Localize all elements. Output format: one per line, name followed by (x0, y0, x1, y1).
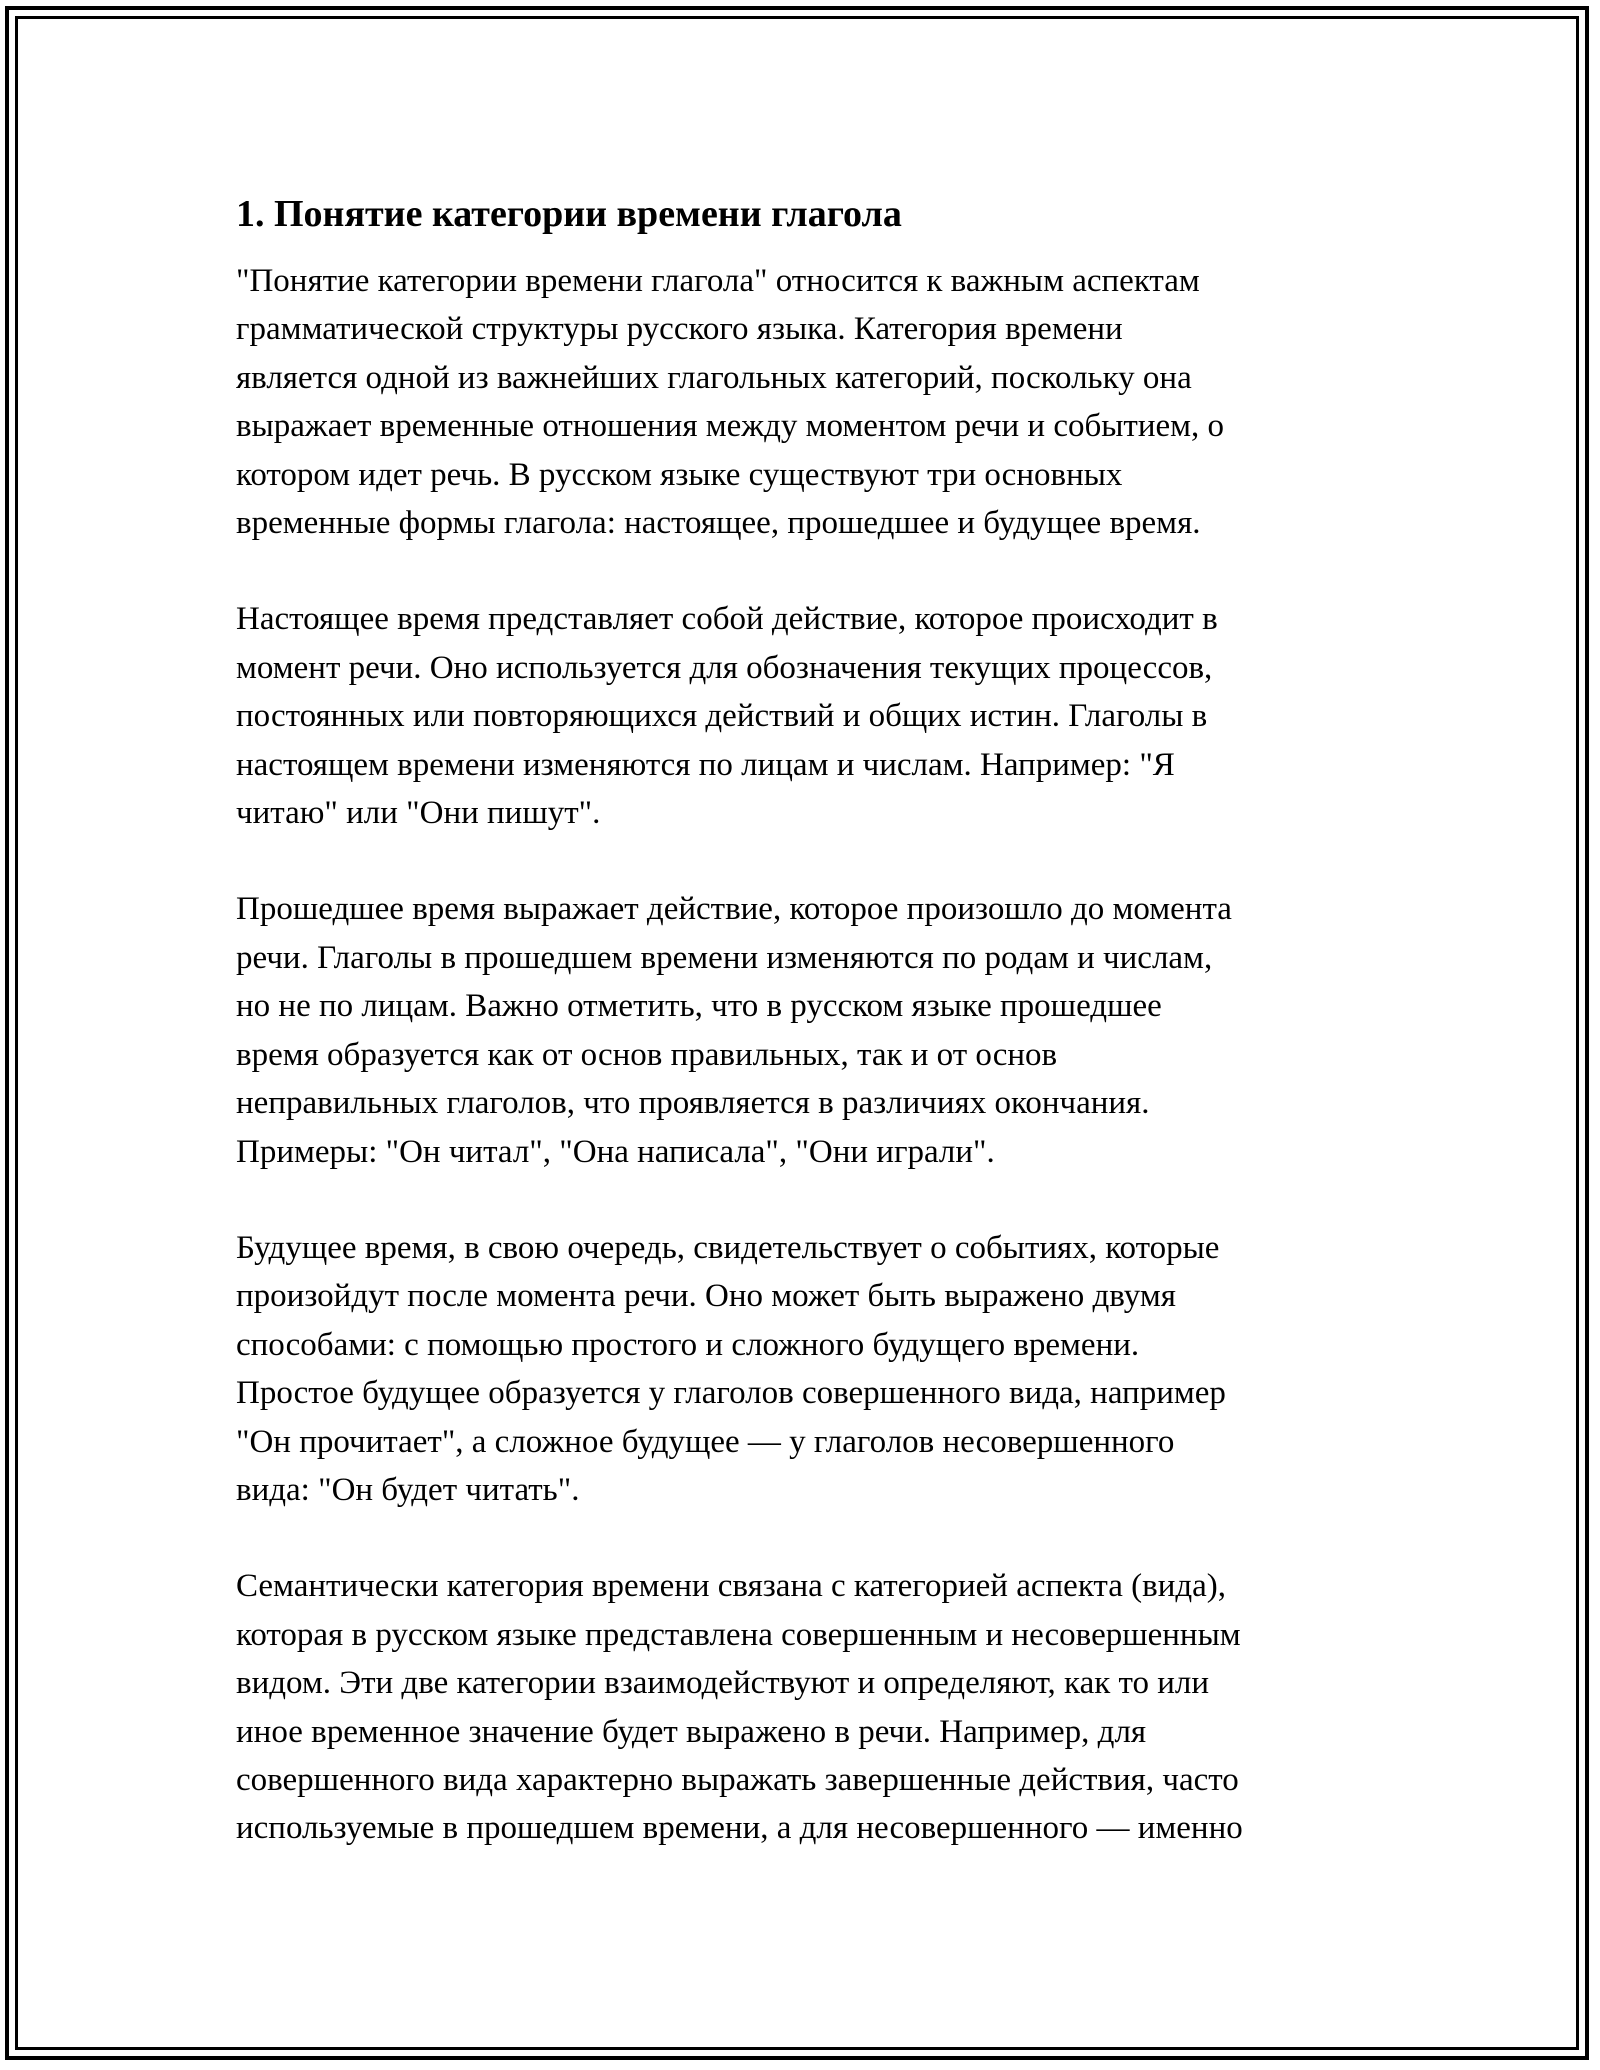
text-line: используемые в прошедшем времени, а для несовершенного — именно (236, 1810, 1243, 1847)
document-body (236, 188, 1366, 1853)
text-line: постоянных или повторяющихся действий и общих истин. Глаголы в (236, 698, 1208, 735)
text-line: Настоящее время представляет собой действие, которое происходит в (236, 601, 1218, 638)
text-line: способами: с помощью простого и сложного будущего времени. (236, 1326, 1140, 1363)
text-line: Будущее время, в свою очередь, свидетельствует о событиях, которые (236, 1229, 1220, 1266)
text-line: выражает временные отношения между моментом речи и событием, о (236, 408, 1225, 445)
text-line: момент речи. Оно используется для обозначения текущих процессов, (236, 649, 1213, 686)
text-line: Примеры: "Он читал", "Она написала", "Они играли". (236, 1133, 995, 1170)
text-line: иное временное значение будет выражено в речи. Например, для (236, 1713, 1147, 1750)
text-line: временные формы глагола: настоящее, прошедшее и будущее время. (236, 505, 1201, 542)
text-line: Прошедшее время выражает действие, которое произошло до момента (236, 891, 1232, 928)
text-line: но не по лицам. Важно отметить, что в русском языке прошедшее (236, 988, 1162, 1025)
text-line: речи. Глаголы в прошедшем времени изменяются по родам и числам, (236, 939, 1213, 976)
paragraph-future-tense (236, 1224, 1366, 1514)
text-line: неправильных глаголов, что проявляется в различиях окончания. (236, 1085, 1150, 1122)
text-line: произойдут после момента речи. Оно может быть выражено двумя (236, 1278, 1176, 1315)
text-line: вида: "Он будет читать". (236, 1471, 580, 1508)
text-line: время образуется как от основ правильных, так и от основ (236, 1036, 1058, 1073)
text-line: "Он прочитает", а сложное будущее — у глаголов несовершенного (236, 1423, 1175, 1460)
text-line: "Понятие категории времени глагола" относится к важным аспектам (236, 263, 1200, 299)
text-line: Простое будущее образуется у глаголов совершенного вида, например (236, 1375, 1226, 1412)
text-line: грамматической структуры русского языка. Категория времени (236, 311, 1123, 348)
text-line: видом. Эти две категории взаимодействуют и определяют, как то или (236, 1665, 1210, 1702)
paragraph-aspect (236, 1562, 1366, 1852)
section-heading: 1. Понятие категории времени глагола (236, 193, 902, 235)
text-line: Семантически категория времени связана с категорией аспекта (вида), (236, 1568, 1227, 1605)
paragraph-present-tense (236, 595, 1366, 837)
paragraph-past-tense (236, 885, 1366, 1175)
text-line: которая в русском языке представлена совершенным и несовершенным (236, 1616, 1241, 1653)
text-line: является одной из важнейших глагольных категорий, поскольку она (236, 359, 1192, 396)
text-line: настоящем времени изменяются по лицам и числам. Например: "Я (236, 746, 1175, 783)
paragraph-intro (236, 257, 1366, 547)
text-line: совершенного вида характерно выражать завершенные действия, часто (236, 1761, 1239, 1798)
text-line: читаю" или "Они пишут". (236, 795, 601, 832)
text-line: котором идет речь. В русском языке существуют три основных (236, 456, 1123, 493)
